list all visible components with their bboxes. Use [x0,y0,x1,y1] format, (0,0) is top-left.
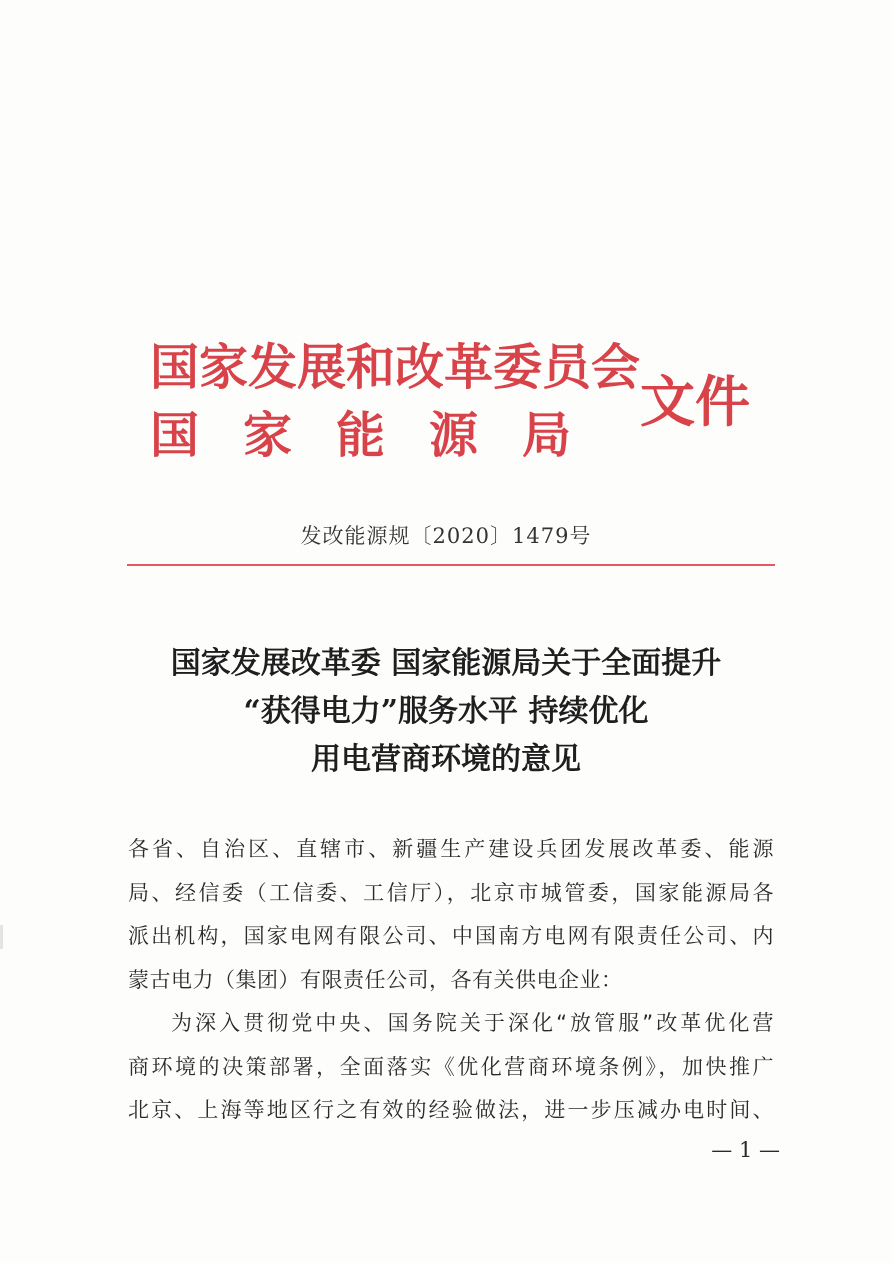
opening-paragraph [128,1002,774,1133]
title-line-1: 国家发展改革委 国家能源局关于全面提升 [170,646,722,681]
masthead-document-label: 文件 [640,369,751,434]
title-line-2: “获得电力”服务水平 持续优化 [243,694,649,729]
masthead-issuer-nea: 国家能源局 [150,406,616,464]
page-number: — 1 — [711,1138,780,1162]
addressee-line-1: 各省、自治区、直辖市、新疆生产建设兵团发展改革委、能源 [128,837,774,861]
scan-margin-mark [0,925,3,949]
addressee-line-2: 局、经信委（工信委、工信厅），北京市城管委，国家能源局各 [128,880,774,905]
red-masthead [150,335,770,475]
addressee-line-4: 蒙古电力（集团）有限责任公司，各有关供电企业： [128,967,623,992]
addressee-line-3: 派出机构，国家电网有限公司、中国南方电网有限责任公司、内 [128,924,774,948]
title-line-3: 用电营商环境的意见 [311,742,581,777]
paragraph-line-2: 商环境的决策部署，全面落实《优化营商环境条例》，加快推广 [128,1054,774,1079]
addressee-block [128,828,774,1002]
paragraph-line-1: 为深入贯彻党中央、国务院关于深化“放管服”改革优化营 [171,1011,774,1035]
document-title [0,640,892,784]
masthead-issuer-ndrc: 国家发展和改革委员会 [150,338,641,396]
document-body [128,828,774,1133]
paragraph-line-3: 北京、上海等地区行之有效的经验做法，进一步压减办电时间、 [128,1098,774,1122]
document-number: 发改能源规〔2020〕1479号 [300,524,592,548]
red-separator-rule [127,564,775,566]
